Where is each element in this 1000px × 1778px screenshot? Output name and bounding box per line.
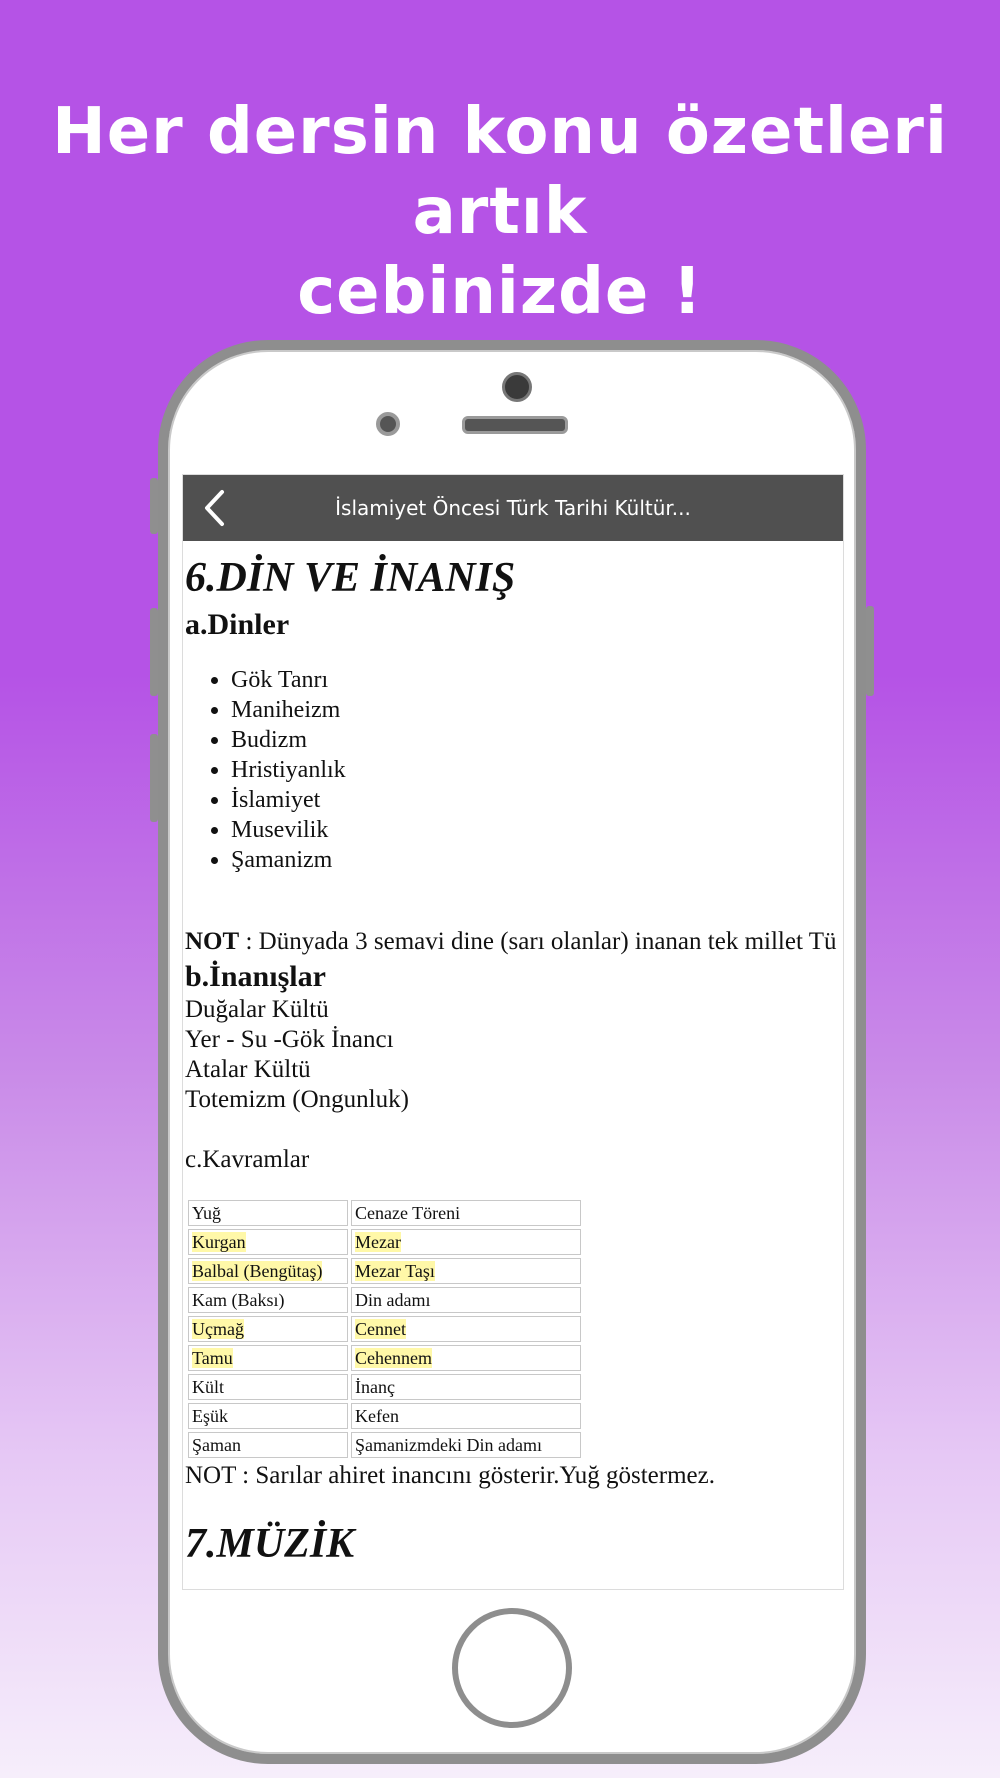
subheading-beliefs: b.İnanışlar: [185, 960, 326, 993]
heading-music: 7.MÜZİK: [185, 1521, 355, 1567]
term-text: Kurgan: [192, 1231, 246, 1252]
list-item: • Gök Tanrı: [231, 665, 843, 695]
chevron-left-icon: [202, 488, 228, 528]
list-item: • İslamiyet: [231, 785, 843, 815]
list-item: • Musevilik: [231, 815, 843, 845]
meaning-cell: [351, 1403, 581, 1429]
term-text: Kam (Baksı): [192, 1289, 285, 1310]
term-text: Tamu: [192, 1347, 233, 1368]
list-item: • Maniheizm: [231, 695, 843, 725]
term-cell: [188, 1345, 348, 1371]
term-cell: [188, 1287, 348, 1313]
earpiece-speaker: [462, 416, 568, 434]
meaning-text: Şamanizmdeki Din adamı: [355, 1434, 542, 1455]
table-row: [188, 1258, 581, 1284]
term-text: Yuğ: [192, 1202, 222, 1223]
promo-line-2: cebinizde !: [297, 255, 703, 329]
belief-item: Yer - Su -Gök İnancı: [185, 1026, 394, 1053]
term-text: Uçmağ: [192, 1318, 244, 1339]
meaning-cell: [351, 1287, 581, 1313]
table-row: [188, 1200, 581, 1226]
subheading-religions: a.Dinler: [185, 608, 290, 641]
list-item: • Şamanizm: [231, 845, 843, 875]
list-item: • Budizm: [231, 725, 843, 755]
belief-item: Atalar Kültü: [185, 1056, 311, 1083]
meaning-cell: [351, 1374, 581, 1400]
term-text: Eşük: [192, 1405, 228, 1426]
subheading-concepts: c.Kavramlar: [185, 1146, 310, 1173]
meaning-cell: [351, 1316, 581, 1342]
phone-volume-up: [150, 608, 158, 696]
table-row: [188, 1374, 581, 1400]
belief-item: Totemizm (Ongunluk): [185, 1086, 409, 1113]
front-camera: [502, 372, 532, 402]
meaning-text: Mezar Taşı: [355, 1260, 435, 1281]
note-text: : Dünyada 3 semavi dine (sarı olanlar) inanan tek millet Tü: [239, 928, 837, 955]
term-cell: [188, 1403, 348, 1429]
list-item: • Hristiyanlık: [231, 755, 843, 785]
meaning-text: Cehennem: [355, 1347, 432, 1368]
meaning-cell: [351, 1229, 581, 1255]
proximity-sensor: [376, 412, 400, 436]
meaning-cell: [351, 1200, 581, 1226]
term-cell: [188, 1374, 348, 1400]
table-row: [188, 1345, 581, 1371]
term-cell: [188, 1200, 348, 1226]
table-row: [188, 1229, 581, 1255]
table-row: [188, 1287, 581, 1313]
term-text: Balbal (Bengütaş): [192, 1260, 323, 1281]
home-button[interactable]: [452, 1608, 572, 1728]
concepts-table: [185, 1197, 584, 1461]
term-cell: [188, 1258, 348, 1284]
phone-power-button: [866, 606, 874, 696]
meaning-text: Kefen: [355, 1405, 399, 1426]
religion-list: [185, 665, 843, 875]
term-cell: [188, 1229, 348, 1255]
navigation-bar: [183, 475, 843, 541]
app-screen: [182, 474, 844, 1590]
meaning-text: Cennet: [355, 1318, 406, 1339]
article-content: [183, 551, 843, 1571]
page-title: İslamiyet Öncesi Türk Tarihi Kültür...: [335, 496, 691, 520]
meaning-cell: [351, 1258, 581, 1284]
heading-religion: 6.DİN VE İNANIŞ: [185, 555, 516, 601]
note-ahiret: NOT : Sarılar ahiret inancını gösterir.Yuğ göstermez.: [185, 1462, 715, 1489]
meaning-text: Cenaze Töreni: [355, 1202, 461, 1223]
table-row: [188, 1316, 581, 1342]
promo-line-1: Her dersin konu özetleri artık: [52, 95, 948, 249]
table-row: [188, 1432, 581, 1458]
term-cell: [188, 1432, 348, 1458]
meaning-text: Din adamı: [355, 1289, 431, 1310]
term-text: Kült: [192, 1376, 225, 1397]
phone-volume-down: [150, 734, 158, 822]
belief-item: Duğalar Kültü: [185, 996, 329, 1023]
meaning-text: İnanç: [355, 1376, 395, 1397]
meaning-cell: [351, 1345, 581, 1371]
term-text: Şaman: [192, 1434, 241, 1455]
phone-mute-switch: [150, 478, 158, 534]
promo-headline: [40, 92, 960, 332]
term-cell: [188, 1316, 348, 1342]
meaning-cell: [351, 1432, 581, 1458]
table-row: [188, 1403, 581, 1429]
note-label: NOT: [185, 928, 240, 955]
meaning-text: Mezar: [355, 1231, 401, 1252]
note-semavi: [185, 927, 843, 957]
back-button[interactable]: [191, 483, 239, 533]
